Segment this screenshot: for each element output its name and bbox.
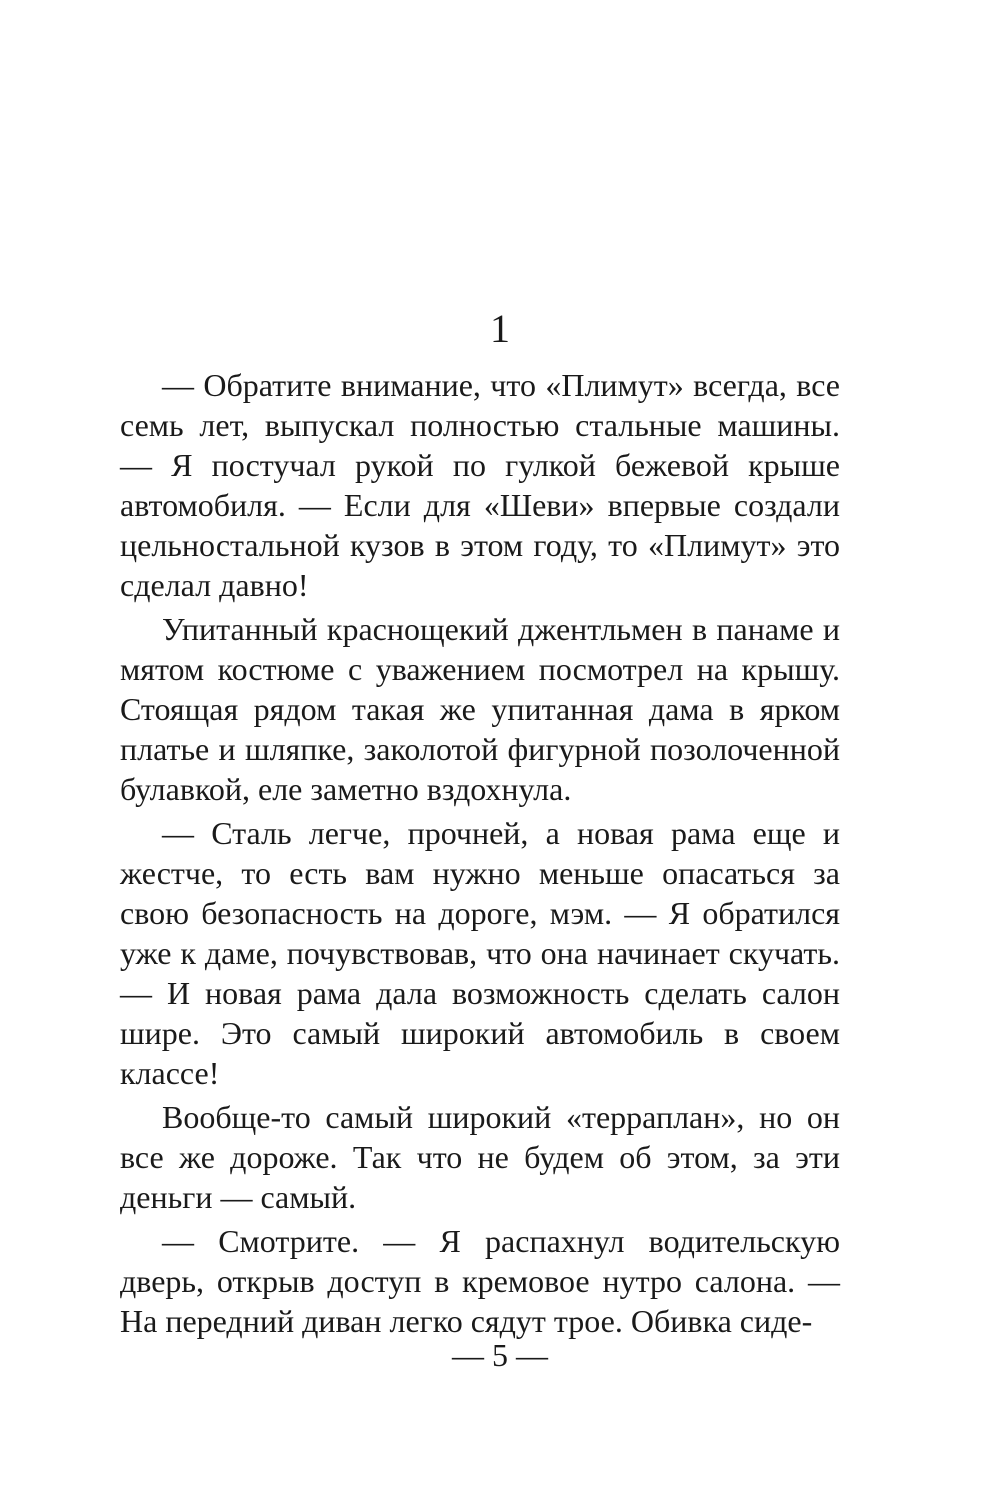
body-text bbox=[120, 365, 840, 1341]
paragraph-2: Упитанный краснощекий джентльмен в панаме и мятом костюме с уважением посмотрел на крышу. Стоящая рядом такая же упитанная дама в ярком платье и шляпке, заколотой фигурной позолоченной булавкой, еле заметно вздохнула. bbox=[120, 611, 840, 807]
paragraph-1: — Обратите внимание, что «Плимут» всегда, все семь лет, выпускал полностью стальные машины. — Я постучал рукой по гулкой бежевой крыше автомобиля. — Если для «Шеви» впервые создали цельностальной кузов в этом году, то «Плимут» это сделал давно! bbox=[120, 367, 840, 603]
chapter-number: 1 bbox=[490, 306, 510, 351]
paragraph-4: Вообще-то самый широкий «терраплан», но он все же дороже. Так что не будем об этом, за эти деньги — самый. bbox=[120, 1099, 840, 1215]
page-number: — 5 — bbox=[452, 1337, 548, 1373]
paragraph-3: — Сталь легче, прочней, а новая рама еще и жестче, то есть вам нужно меньше опасаться за свою безопасность на дороге, мэм. — Я обратился уже к даме, почувствовав, что она начинает скучать. — И новая рама дала возможность сделать салон шире. Это самый широкий автомобиль в своем классе! bbox=[120, 815, 840, 1091]
paragraph-5: — Смотрите. — Я распахнул водительскую дверь, открыв доступ в кремовое нутро салона. — На передний диван легко сядут трое. Обивка сиде- bbox=[120, 1223, 840, 1339]
